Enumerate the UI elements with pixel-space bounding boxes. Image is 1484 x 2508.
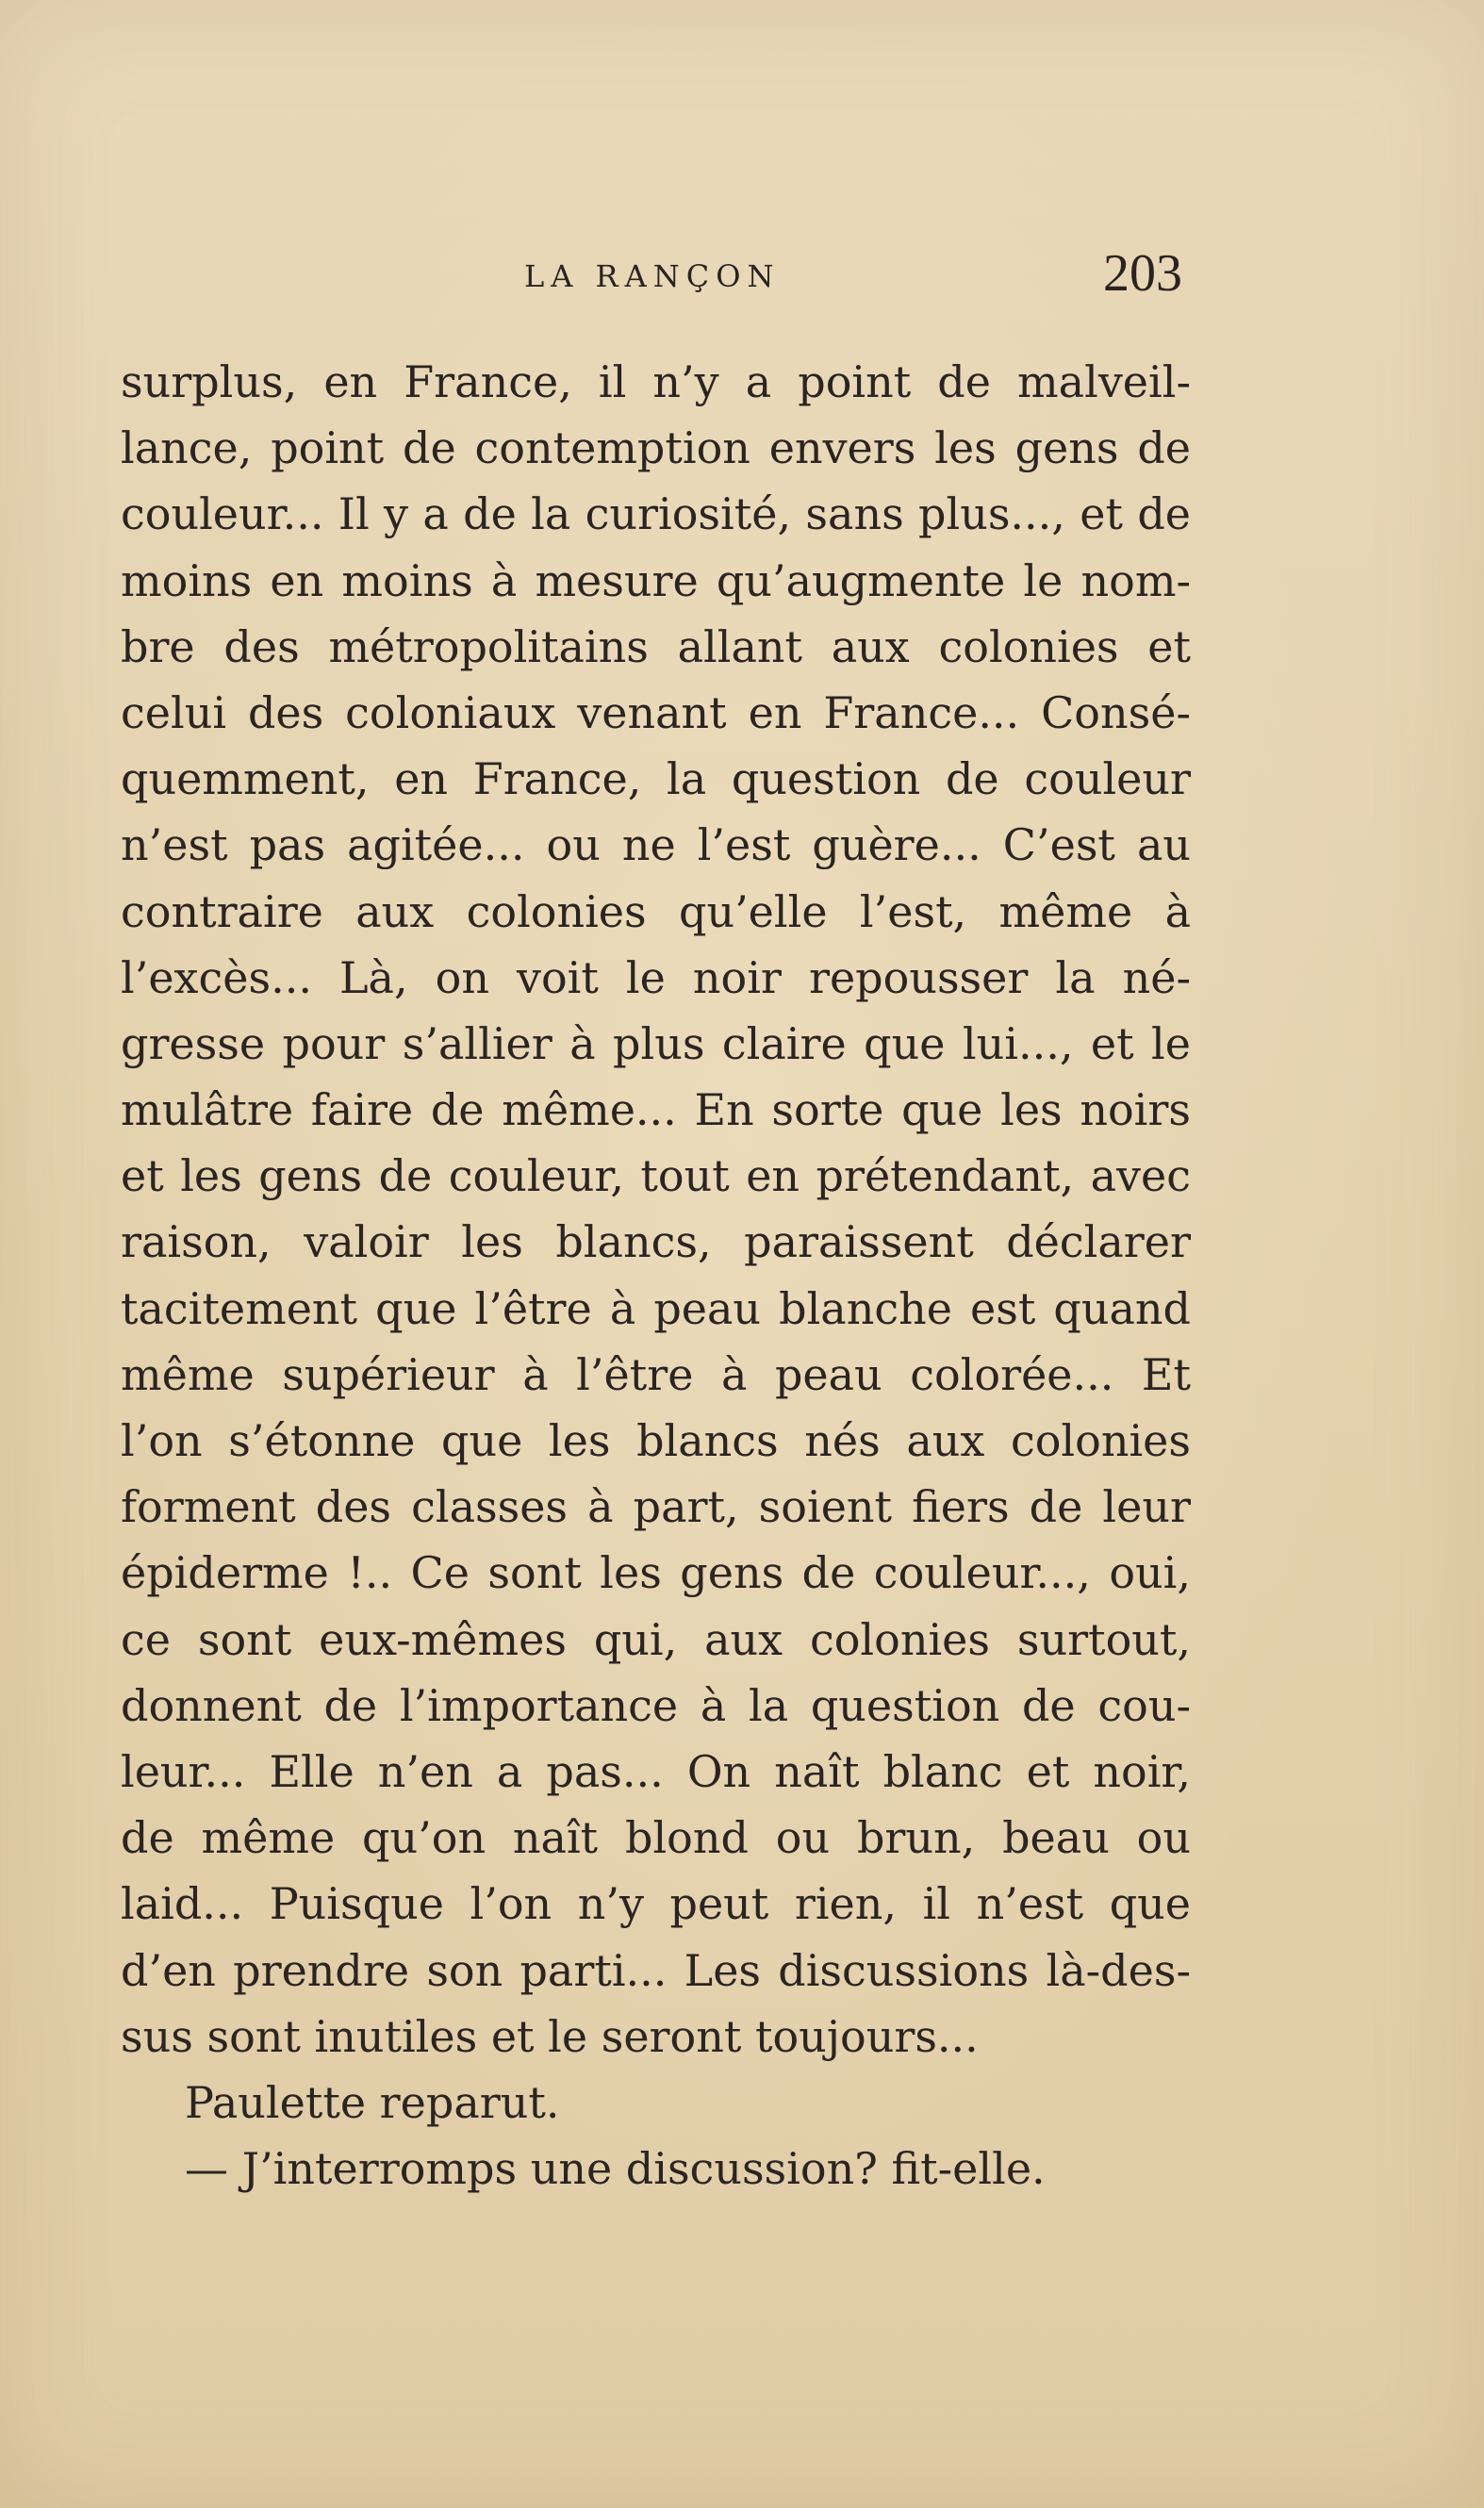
text-line: épiderme !.. Ce sont les gens de couleur..., oui, [121, 1547, 1191, 1599]
running-title: LA RANÇON [524, 258, 781, 294]
text-line: et les gens de couleur, tout en prétendant, avec [121, 1150, 1191, 1202]
paragraph-end-line: sus sont inutiles et le seront toujours... [121, 2010, 979, 2062]
page-number: 203 [1103, 244, 1182, 303]
narration-line: Paulette reparut. [185, 2076, 560, 2128]
text-line: l’on s’étonne que les blancs nés aux colonies [121, 1415, 1191, 1466]
text-line: lance, point de contemption envers les gens de [121, 422, 1191, 474]
text-line: de même qu’on naît blond ou brun, beau ou [121, 1812, 1191, 1864]
text-line: gresse pour s’allier à plus claire que lui..., et le [121, 1017, 1191, 1069]
text-line: n’est pas agitée... ou ne l’est guère... C’est au [121, 819, 1191, 871]
dialogue-line: — J’interromps une discussion? fit-elle. [185, 2143, 1046, 2195]
body-text [121, 349, 1191, 2202]
text-line: ce sont eux-mêmes qui, aux colonies surtout, [121, 1613, 1191, 1665]
text-line: leur... Elle n’en a pas... On naît blanc et noir, [121, 1745, 1191, 1797]
text-line: couleur... Il y a de la curiosité, sans plus..., et de [121, 488, 1191, 540]
text-line: surplus, en France, il n’y a point de malveil- [121, 356, 1191, 407]
text-line: quemment, en France, la question de couleur [121, 753, 1191, 805]
text-line: moins en moins à mesure qu’augmente le nom- [121, 554, 1191, 606]
text-line: raison, valoir les blancs, paraissent déclarer [121, 1216, 1191, 1268]
text-line: même supérieur à l’être à peau colorée... Et [121, 1348, 1191, 1400]
text-line: d’en prendre son parti... Les discussions là-des- [121, 1944, 1191, 1996]
text-line: contraire aux colonies qu’elle l’est, même à [121, 885, 1191, 937]
text-line: bre des métropolitains allant aux colonies et [121, 620, 1191, 672]
text-line: donnent de l’importance à la question de cou- [121, 1679, 1191, 1731]
text-line: mulâtre faire de même... En sorte que les noirs [121, 1084, 1191, 1136]
running-head [0, 243, 1484, 303]
text-line: l’excès... Là, on voit le noir repousser la né- [121, 951, 1191, 1003]
text-line: forment des classes à part, soient fiers de leur [121, 1481, 1191, 1533]
text-line: tacitement que l’être à peau blanche est quand [121, 1282, 1191, 1334]
text-line: celui des coloniaux venant en France... Consé- [121, 686, 1191, 738]
text-line: laid... Puisque l’on n’y peut rien, il n’est que [121, 1878, 1191, 1930]
